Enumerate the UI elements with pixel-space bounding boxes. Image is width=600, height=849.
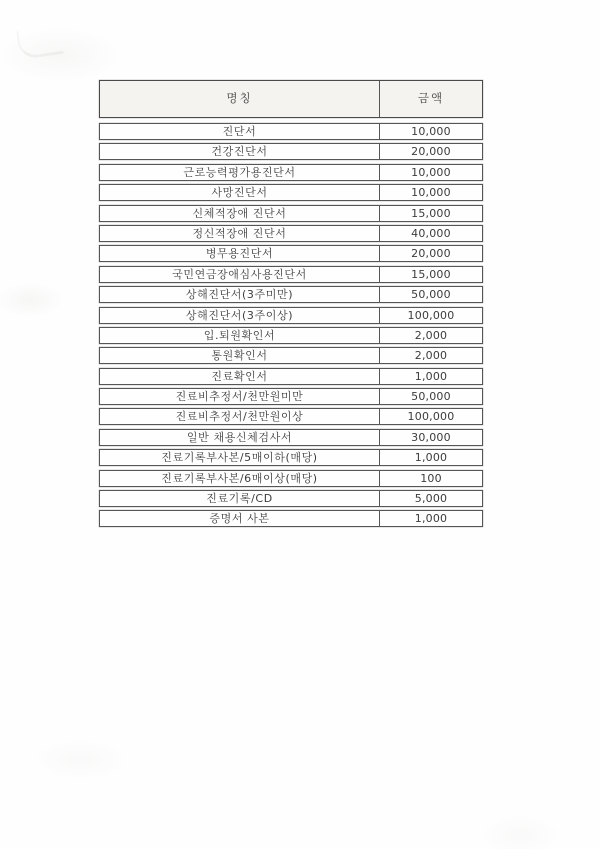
fee-amount-cell: 2,000 [414, 349, 448, 363]
table-row [99, 408, 483, 425]
column-header-amount: 금액 [417, 91, 445, 106]
fee-name-cell: 신체적장애 진단서 [100, 206, 380, 221]
fee-name-cell: 진료비추정서/천만원이상 [100, 409, 380, 424]
fee-table [99, 80, 483, 531]
table-row [99, 245, 483, 262]
table-row [99, 510, 483, 527]
table-row [99, 388, 483, 405]
fee-amount-cell: 50,000 [411, 288, 451, 302]
fee-name-cell: 진료기록/CD [100, 491, 380, 506]
fee-name-cell: 진단서 [100, 124, 380, 139]
fee-name-cell: 건강진단서 [100, 144, 380, 159]
fee-amount-cell: 2,000 [414, 328, 448, 342]
fee-amount-cell: 20,000 [411, 145, 451, 159]
fee-name-cell: 상해진단서(3주미만) [100, 287, 380, 302]
fee-amount-cell: 10,000 [411, 186, 451, 200]
fee-amount-cell: 10,000 [411, 125, 451, 138]
table-row [99, 307, 483, 324]
fee-name-cell: 상해진단서(3주이상) [100, 308, 380, 323]
fee-amount-cell: 100,000 [407, 410, 455, 424]
table-row [99, 449, 483, 466]
column-header-name: 명칭 [100, 81, 380, 117]
fee-name-cell: 일반 채용신체검사서 [100, 430, 380, 445]
fee-name-cell: 국민연금장애심사용진단서 [100, 267, 380, 282]
fee-name-cell: 진료비추정서/천만원미만 [100, 389, 380, 404]
table-row [99, 429, 483, 446]
fee-name-cell: 진료확인서 [100, 369, 380, 384]
fee-name-cell: 진료기록부사본/5매이하(매당) [100, 450, 380, 465]
fee-amount-cell: 30,000 [411, 430, 451, 444]
fee-amount-cell: 100,000 [407, 308, 455, 322]
table-row [99, 327, 483, 344]
table-row [99, 225, 483, 242]
fee-amount-cell: 10,000 [411, 165, 451, 179]
table-row [99, 164, 483, 181]
fee-amount-cell: 15,000 [411, 206, 451, 220]
fee-amount-cell: 1,000 [414, 512, 448, 526]
table-row [99, 347, 483, 364]
table-row [99, 490, 483, 507]
fee-amount-cell: 1,000 [414, 451, 448, 465]
table-row [99, 368, 483, 385]
fee-name-cell: 진료기록부사본/6매이상(매당) [100, 471, 380, 486]
fee-name-cell: 사망진단서 [100, 185, 380, 200]
fee-name-cell: 입.퇴원확인서 [100, 328, 380, 343]
fee-amount-cell: 1,000 [414, 369, 448, 383]
fee-amount-cell: 5,000 [414, 492, 448, 506]
fee-name-cell: 증명서 사본 [100, 511, 380, 526]
fee-name-cell: 근로능력평가용진단서 [100, 165, 380, 180]
table-row [99, 123, 483, 140]
fee-name-cell: 통원확인서 [100, 348, 380, 363]
table-body [99, 123, 483, 527]
fee-amount-cell: 50,000 [411, 390, 451, 404]
fee-amount-cell: 40,000 [411, 226, 451, 240]
table-row [99, 470, 483, 487]
fee-amount-cell: 20,000 [411, 247, 451, 261]
fee-name-cell: 정신적장애 진단서 [100, 226, 380, 241]
table-row [99, 205, 483, 222]
fee-name-cell: 병무용진단서 [100, 246, 380, 261]
table-row [99, 266, 483, 283]
fee-amount-cell: 100 [420, 471, 442, 485]
table-header-row [99, 80, 483, 118]
scan-artifact-mark [16, 25, 64, 60]
table-row [99, 286, 483, 303]
table-row [99, 143, 483, 160]
fee-amount-cell: 15,000 [411, 267, 451, 281]
table-row [99, 184, 483, 201]
